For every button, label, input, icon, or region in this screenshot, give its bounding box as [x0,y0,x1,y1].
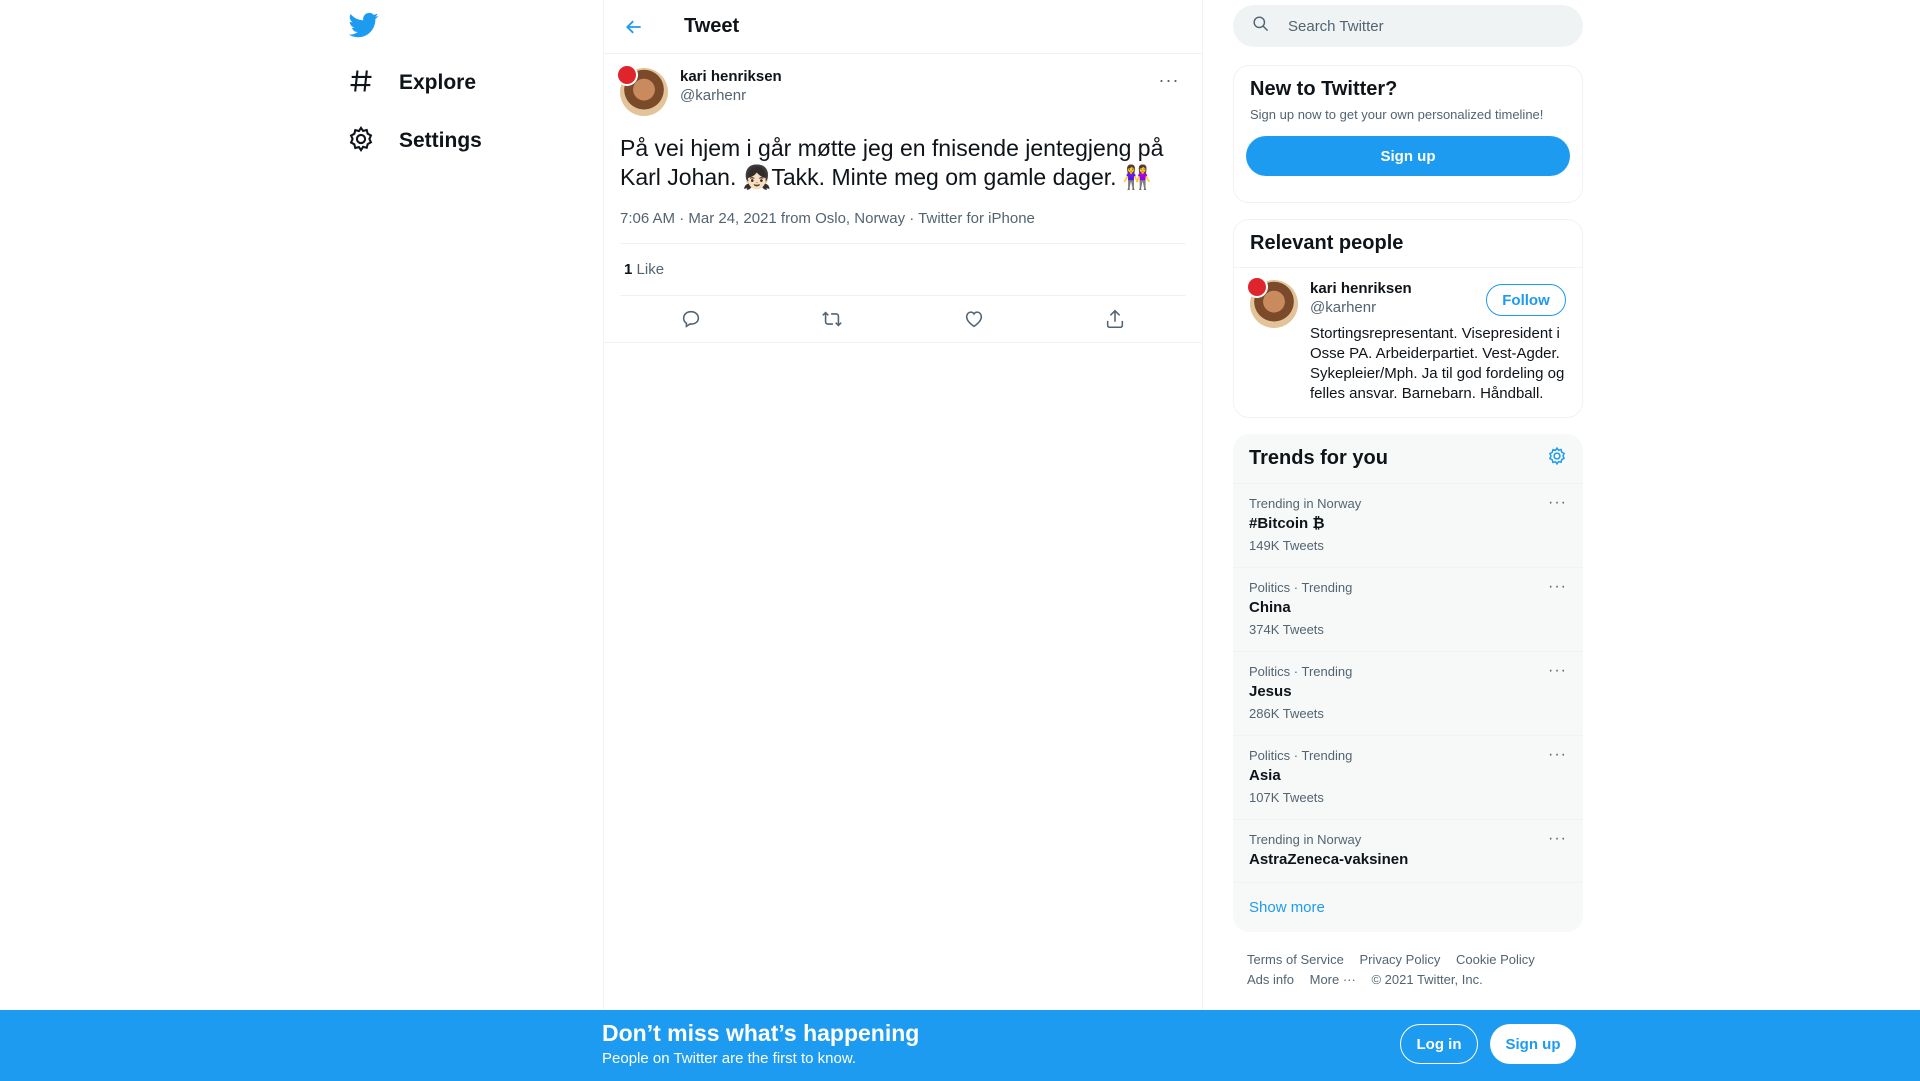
heart-icon[interactable] [954,299,994,339]
gear-icon[interactable] [1547,446,1567,471]
search-icon [1233,14,1270,38]
avatar[interactable] [620,68,668,116]
new-to-twitter-title: New to Twitter? [1250,78,1398,100]
nav-settings[interactable] [347,117,482,165]
new-to-twitter-description: Sign up now to get your own personalized timeline! [1250,107,1544,122]
more-options-icon[interactable]: ··· [1548,494,1567,511]
bottom-bar-title: Don’t miss what’s happening [602,1020,920,1046]
trend-item[interactable] [1233,567,1583,651]
more-options-icon[interactable]: ··· [1548,830,1567,847]
trend-meta: Politics · Trending [1249,580,1353,595]
avatar[interactable] [1250,280,1298,328]
page-title: Tweet [684,15,740,37]
trend-name: China [1249,599,1291,616]
search-box[interactable] [1233,5,1583,47]
trend-name: AstraZeneca-vaksinen [1249,851,1409,868]
nav-explore-label: Explore [399,71,477,94]
back-arrow-icon[interactable] [616,9,652,45]
trend-count: 149K Tweets [1249,538,1324,553]
likes-label: Like [636,261,665,278]
tweet-timestamp[interactable]: 7:06 AM · Mar 24, 2021 from Oslo, Norway · Twitter for iPhone [620,210,1186,244]
share-icon[interactable] [1095,299,1135,339]
cookie-link[interactable]: Cookie Policy [1455,952,1535,967]
follow-button[interactable]: Follow [1486,284,1566,316]
signup-button[interactable]: Sign up [1246,136,1570,176]
party-badge-icon [1246,276,1268,298]
hashtag-icon [347,67,375,100]
more-options-icon[interactable]: ··· [1158,69,1180,90]
more-link[interactable]: More ··· [1309,972,1356,987]
trend-item[interactable] [1233,819,1583,882]
more-options-icon[interactable]: ··· [1548,578,1567,595]
search-input[interactable] [1286,17,1550,36]
login-button[interactable]: Log in [1400,1024,1478,1064]
relevant-people-title: Relevant people [1250,232,1404,254]
author-handle[interactable]: @karhenr [680,87,747,104]
trend-count: 286K Tweets [1249,706,1324,721]
bottom-signup-bar [0,1010,1920,1081]
trend-name: Asia [1249,767,1281,784]
ads-info-link[interactable]: Ads info [1247,972,1294,987]
relevant-person[interactable] [1234,267,1582,418]
tweet-detail [604,54,1202,343]
trend-name: Jesus [1249,683,1292,700]
trend-item[interactable] [1233,735,1583,819]
privacy-link[interactable]: Privacy Policy [1359,952,1441,967]
trends-card [1233,434,1583,932]
trend-meta: Politics · Trending [1249,664,1353,679]
footer-links [1247,950,1577,990]
trends-title: Trends for you [1249,447,1388,469]
person-handle[interactable]: @karhenr [1310,299,1377,316]
tweet-text [620,134,1186,192]
person-name[interactable]: kari henriksen [1310,280,1412,297]
trend-item[interactable] [1233,651,1583,735]
gear-icon [347,125,375,158]
trend-count: 107K Tweets [1249,790,1324,805]
tweet-text-line: På vei hjem i går møtte jeg en fnisende jentegjeng på [620,135,1164,161]
trend-count: 374K Tweets [1249,622,1324,637]
trend-name: #Bitcoin ₿ [1249,515,1325,532]
twitter-logo-icon[interactable] [349,10,379,40]
retweet-icon[interactable] [812,299,852,339]
nav-settings-label: Settings [399,129,482,152]
main-column [603,0,1203,1010]
party-badge-icon [616,64,638,86]
more-options-icon[interactable]: ··· [1548,746,1567,763]
author-name[interactable]: kari henriksen [680,68,782,85]
trend-meta: Politics · Trending [1249,748,1353,763]
tweet-text-line: Karl Johan. 👧🏻Takk. Minte meg om gamle dager. 👭 [620,164,1152,190]
terms-link[interactable]: Terms of Service [1247,952,1344,967]
reply-icon[interactable] [671,299,711,339]
new-to-twitter-card [1233,65,1583,203]
more-options-icon[interactable]: ··· [1548,662,1567,679]
tweet-actions [604,296,1202,343]
show-more-link[interactable]: Show more [1233,882,1583,932]
trend-meta: Trending in Norway [1249,832,1362,847]
relevant-people-card [1233,219,1583,418]
copyright: © 2021 Twitter, Inc. [1371,972,1483,987]
likes-count[interactable] [620,244,1186,296]
bottom-bar-subtitle: People on Twitter are the first to know. [602,1050,857,1067]
tweet-author [620,54,1186,116]
nav-explore[interactable] [347,59,476,107]
tweet-header [604,0,1202,54]
person-bio: Stortingsrepresentant. Visepresident i Osse PA. Arbeiderpartiet. Vest-Agder. Sykepleier/Mph. Ja til god fordeling og felles ansvar. Barnebarn. Håndball. [1310,325,1565,402]
trend-meta: Trending in Norway [1249,496,1362,511]
likes-number: 1 [624,261,633,278]
trend-item[interactable] [1233,483,1583,567]
bottom-signup-button[interactable]: Sign up [1490,1024,1576,1064]
